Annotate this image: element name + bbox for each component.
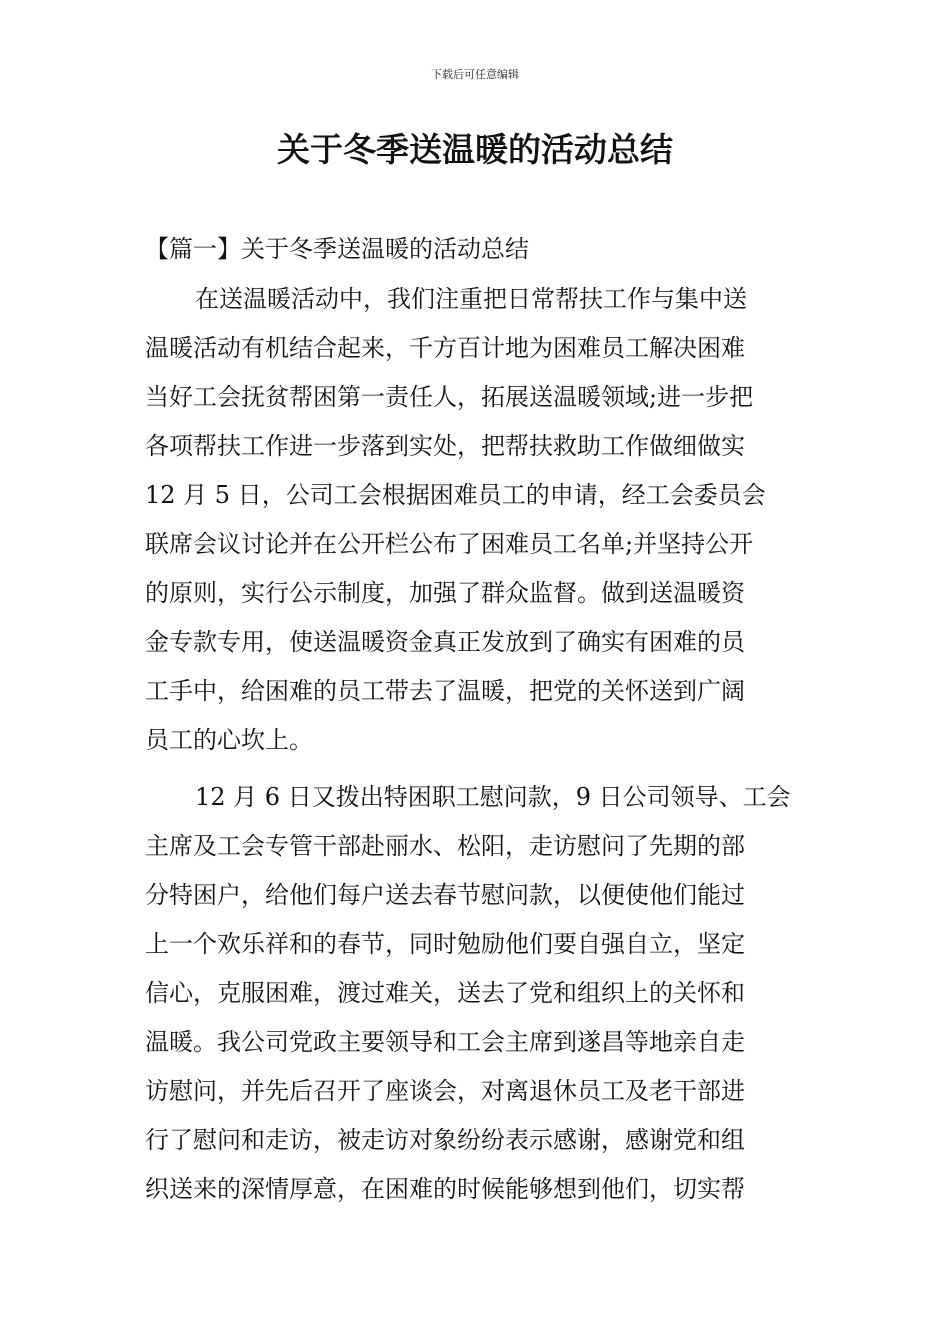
paragraph-line: 主席及工会专管干部赴丽水、松阳，走访慰问了先期的部 — [145, 832, 745, 860]
paragraph-line: 金专款专用，使送温暖资金真正发放到了确实有困难的员 — [145, 628, 745, 656]
paragraph-line: 温暖活动有机结合起来，千方百计地为困难员工解决困难 — [145, 334, 745, 362]
paragraph-line: 工手中，给困难的员工带去了温暖，把党的关怀送到广阔 — [145, 677, 745, 705]
paragraph-line: 各项帮扶工作进一步落到实处，把帮扶救助工作做细做实 — [145, 432, 745, 460]
paragraph-line: 信心，克服困难，渡过难关，送去了党和组织上的关怀和 — [145, 979, 745, 1007]
paragraph-line: 12 月 5 日，公司工会根据困难员工的申请，经工会委员会 — [145, 481, 766, 509]
paragraph-line: 行了慰问和走访，被走访对象纷纷表示感谢，感谢党和组 — [145, 1126, 745, 1154]
document-title: 关于冬季送温暖的活动总结 — [277, 130, 673, 169]
paragraph-line: 分特困户，给他们每户送去春节慰问款，以便使他们能过 — [145, 881, 745, 909]
header-note: 下载后可任意编辑 — [431, 68, 519, 81]
paragraph-line: 当好工会抚贫帮困第一责任人，拓展送温暖领域;进一步把 — [145, 383, 754, 411]
paragraph-line: 员工的心坎上。 — [145, 726, 313, 754]
paragraph-line: 的原则，实行公示制度，加强了群众监督。做到送温暖资 — [145, 579, 745, 607]
paragraph-line: 联席会议讨论并在公开栏公布了困难员工名单;并坚持公开 — [145, 530, 754, 558]
paragraph-line: 上一个欢乐祥和的春节，同时勉励他们要自强自立，坚定 — [145, 930, 745, 958]
paragraph-line: 在送温暖活动中，我们注重把日常帮扶工作与集中送 — [195, 285, 747, 313]
paragraph-line: 温暖。我公司党政主要领导和工会主席到遂昌等地亲自走 — [145, 1028, 745, 1056]
paragraph-line: 织送来的深情厚意，在困难的时候能够想到他们，切实帮 — [145, 1175, 745, 1203]
section-heading: 【篇一】关于冬季送温暖的活动总结 — [145, 235, 529, 263]
paragraph-line: 访慰问，并先后召开了座谈会，对离退休员工及老干部进 — [145, 1077, 745, 1105]
paragraph-line: 12 月 6 日又拨出特困职工慰问款，9 日公司领导、工会 — [195, 783, 791, 811]
